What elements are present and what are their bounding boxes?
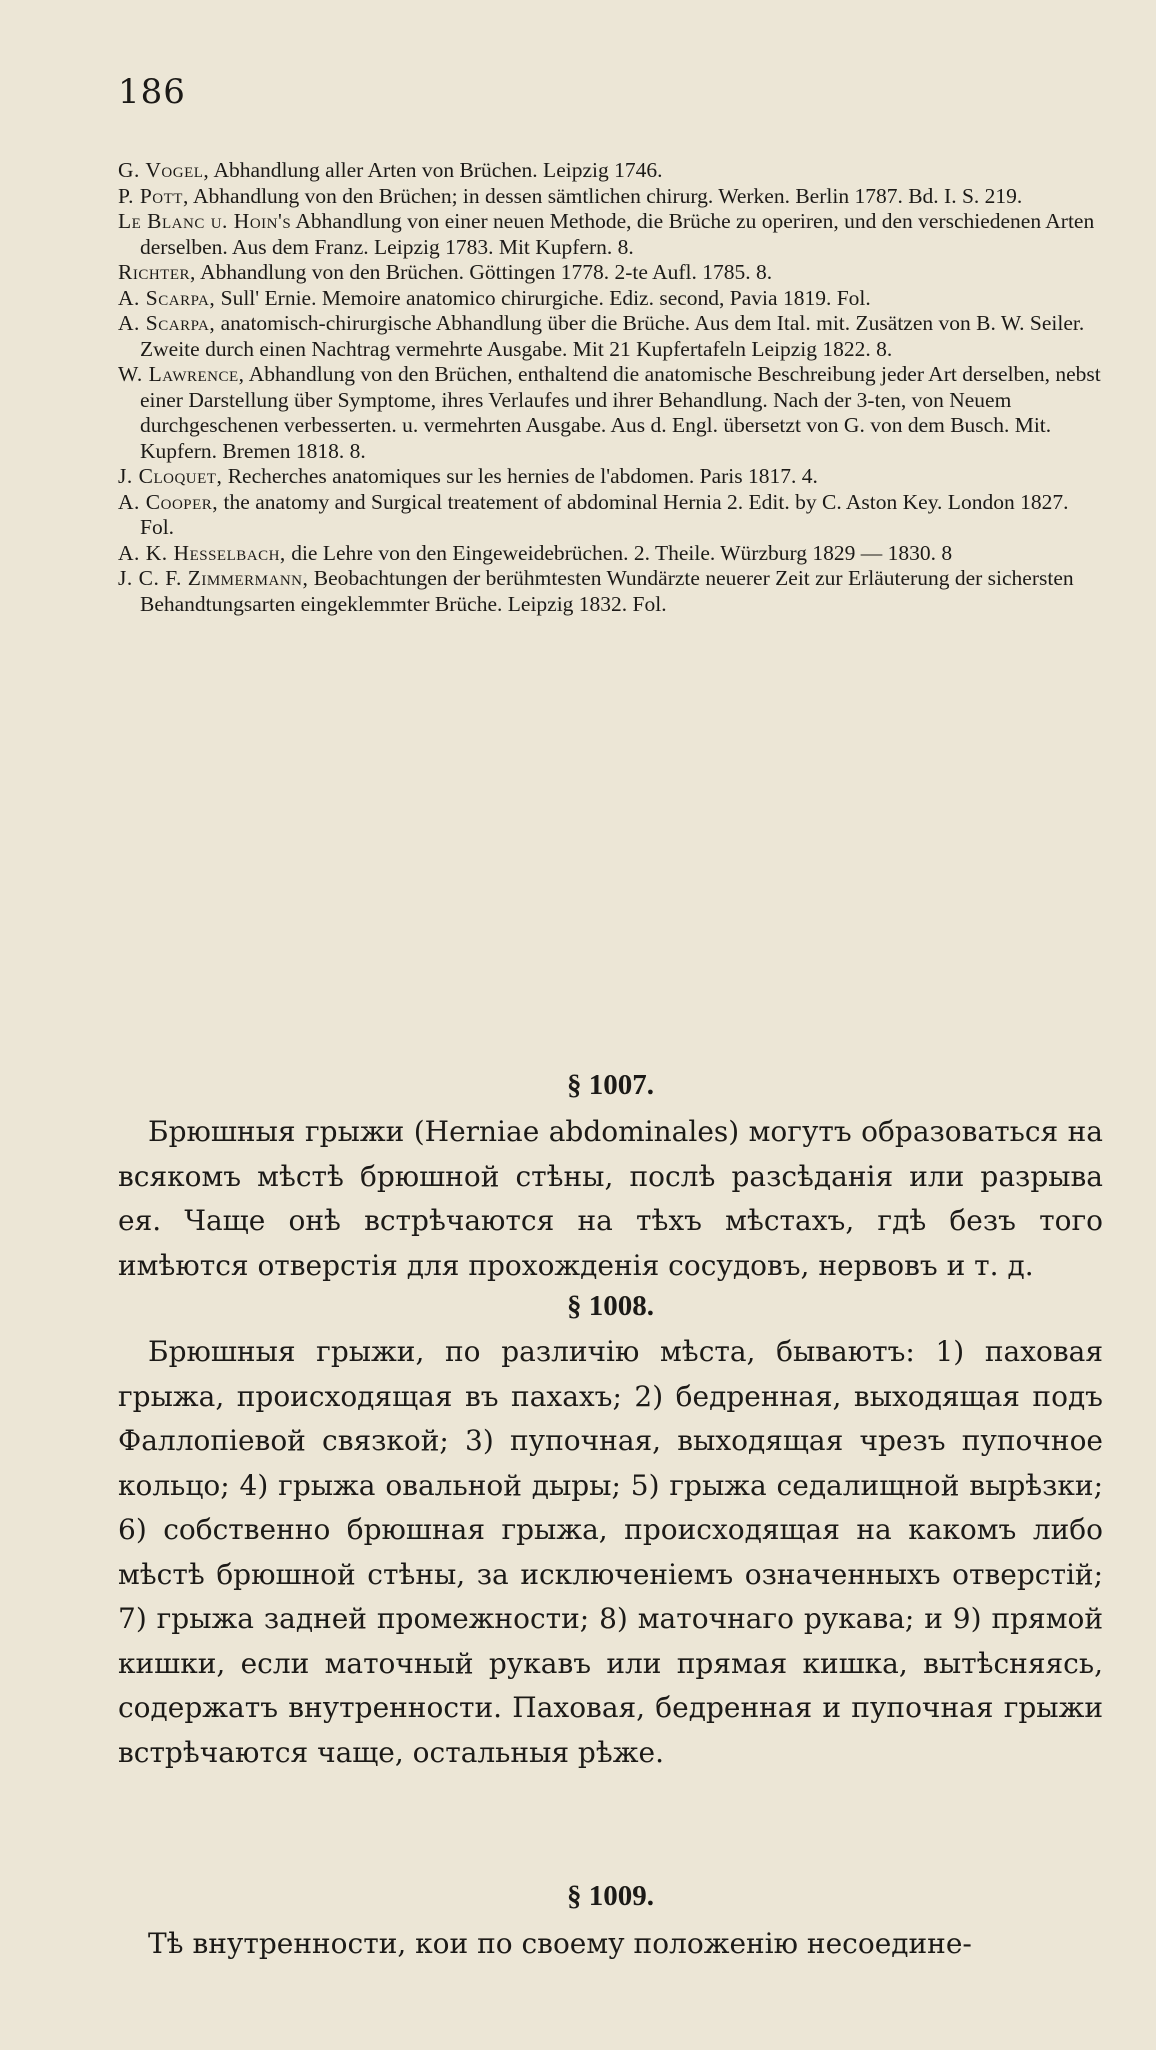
bibliography-author: Le Blanc u. Hoin's (118, 209, 292, 233)
section-heading-1009: § 1009. (567, 1880, 654, 1912)
page-number: 186 (118, 72, 186, 112)
bibliography-text: Abhandlung von den Brüchen, enthaltend die anatomische Beschreibung jeder Art derselben, nebst einer Darstellung über Symptome, ihres Verlaufes und ihrer Behandlung. Nach der 3-ten, von Neuem durchgeschenen verbesserten. u. vermehrten Ausgabe. Aus d. Engl. übersetzt von G. von dem Busch. Mit. Kupfern. Bremen 1818. 8. (140, 362, 1101, 463)
bibliography-author: Richter, (118, 260, 196, 284)
bibliography-entry (118, 158, 1103, 184)
bibliography-author: G. Vogel, (118, 158, 210, 182)
paragraph-1009: Тѣ внутренности, кои по своему положенію несоедине- (148, 1927, 972, 1960)
bibliography-list (118, 158, 1103, 617)
bibliography-entry (118, 541, 1103, 567)
bibliography-entry (118, 362, 1103, 464)
bibliography-text: Abhandlung von den Brüchen; in dessen sämtlichen chirurg. Werken. Berlin 1787. Bd. I. S. 219. (188, 183, 1023, 208)
bibliography-text: Recherches anatomiques sur les hernies de l'abdomen. Paris 1817. 4. (222, 464, 818, 488)
bibliography-entry (118, 311, 1103, 362)
bibliography-entry (118, 286, 1103, 312)
bibliography-text: Sull' Ernie. Memoire anatomico chirurgiche. Ediz. second, Pavia 1819. Fol. (215, 285, 871, 310)
bibliography-author: J. Cloquet, (118, 464, 223, 488)
bibliography-author: P. Pott, (118, 183, 189, 208)
bibliography-entry (118, 184, 1103, 210)
bibliography-entry (118, 464, 1103, 490)
bibliography-text: Abhandlung von einer neuen Methode, die Brüche zu operiren, und den verschiedenen Arten derselben. Aus dem Franz. Leipzig 1783. Mit Kupfern. 8. (140, 209, 1095, 259)
bibliography-text: Abhandlung aller Arten von Brüchen. Leipzig 1746. (209, 158, 663, 182)
bibliography-entry (118, 209, 1103, 260)
bibliography-author: J. C. F. Zimmermann, (118, 566, 309, 590)
bibliography-entry (118, 490, 1103, 541)
bibliography-author: A. Scarpa, (118, 311, 216, 335)
bibliography-text: the anatomy and Surgical treatement of abdominal Hernia 2. Edit. by C. Aston Key. London 1827. Fol. (140, 489, 1069, 539)
bibliography-text: die Lehre von den Eingeweidebrüchen. 2. Theile. Würzburg 1829 — 1830. 8 (285, 540, 953, 565)
bibliography-author: W. Lawrence, (118, 362, 245, 386)
paragraph-1007: Брюшныя грыжи (Herniae abdominales) могутъ образоваться на всякомъ мѣстѣ брюшной стѣны, послѣ разсѣданія или разрыва ея. Чаще онѣ встрѣчаются на тѣхъ мѣстахъ, гдѣ безъ того имѣются отверстія для прохожденія сосудовъ, нервовъ и т. д. (118, 1115, 1103, 1282)
bibliography-text: Beobachtungen der berühmtesten Wundärzte neuerer Zeit zur Erläuterung der sichersten Behandtungsarten eingeklemmter Brüche. Leipzig 1832. Fol. (140, 566, 1074, 616)
bibliography-text: anatomisch-chirurgische Abhandlung über die Brüche. Aus dem Ital. mit. Zusätzen von B. W. Seiler. Zweite durch einen Nachtrag vermehrte Ausgabe. Mit 21 Kupfertafeln Leipzig 1822. 8. (140, 311, 1085, 361)
bibliography-entry (118, 566, 1103, 617)
bibliography-entry (118, 260, 1103, 286)
paragraph-1008: Брюшныя грыжи, по различію мѣста, бываютъ: 1) паховая грыжа, происходящая въ пахахъ; 2) бедренная, выходящая подъ Фаллопіевой связкой; 3) пупочная, выходящая чрезъ пупочное кольцо; 4) грыжа овальной дыры; 5) грыжа седалищной вырѣзки; 6) собственно брюшная грыжа, происходящая на какомъ либо мѣстѣ брюшной стѣны, за исключеніемъ означенныхъ отверстій; 7) грыжа задней промежности; 8) маточнаго рукава; и 9) прямой кишки, если маточный рукавъ или прямая кишка, вытѣсняясь, содержатъ внутренности. Паховая, бедренная и пупочная грыжи встрѣчаются чаще, остальныя рѣже. (118, 1335, 1103, 1769)
bibliography-text: Abhandlung von den Brüchen. Göttingen 1778. 2-te Aufl. 1785. 8. (195, 260, 773, 284)
section-heading-1007: § 1007. (567, 1069, 654, 1101)
bibliography-author: A. Cooper, (118, 489, 219, 514)
section-heading-1008: § 1008. (567, 1290, 654, 1322)
bibliography-author: A. Scarpa, (118, 285, 216, 310)
bibliography-author: A. K. Hesselbach, (118, 540, 286, 565)
